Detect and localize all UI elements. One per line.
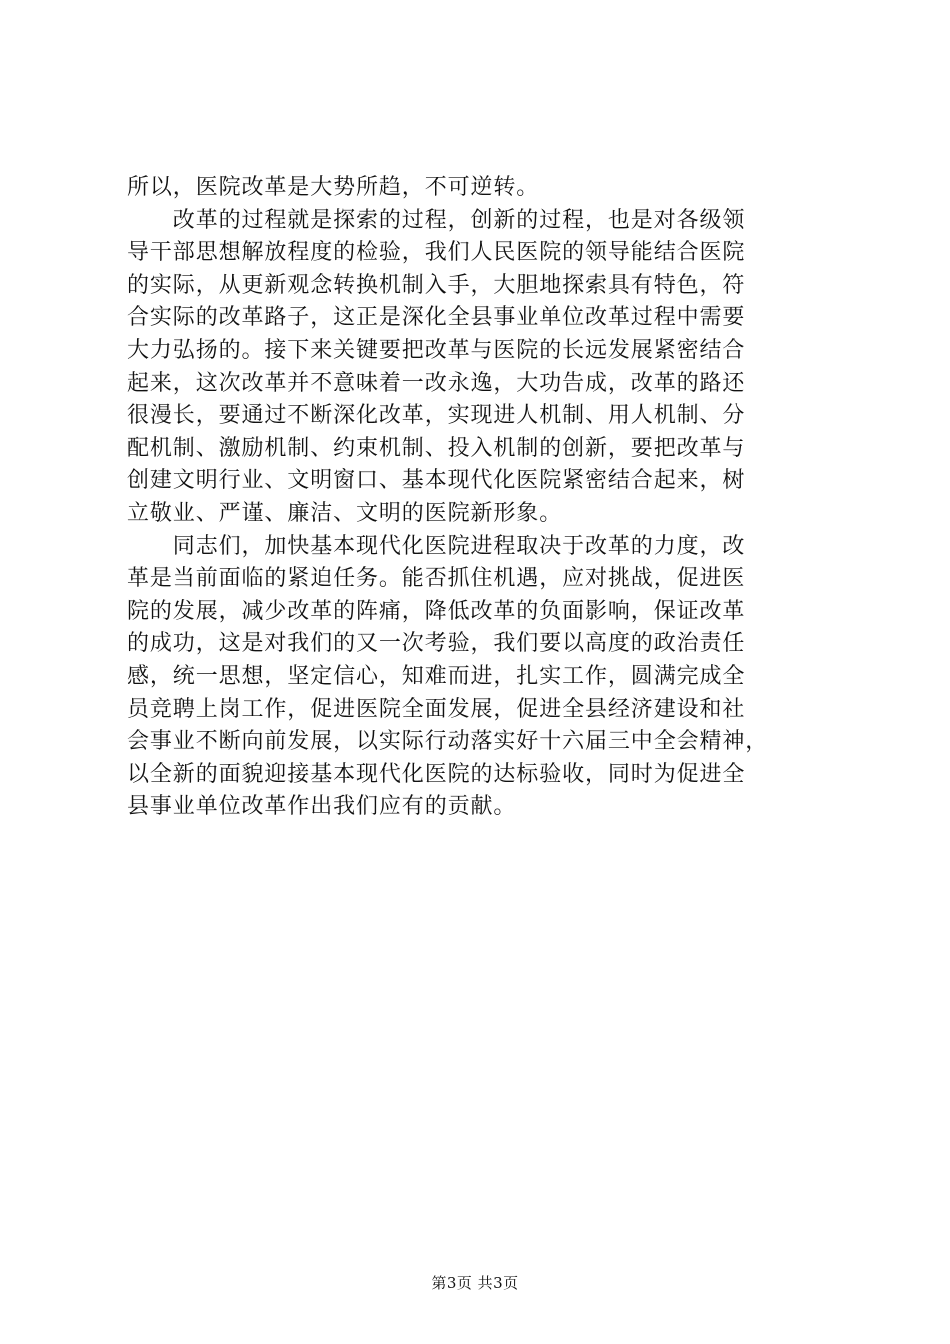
- text-line: 员竞聘上岗工作，促进医院全面发展，促进全县经济建设和社: [127, 696, 746, 722]
- text-line: 革是当前面临的紧迫任务。能否抓住机遇，应对挑战，促进医: [127, 566, 746, 592]
- text-line: 以全新的面貌迎接基本现代化医院的达标验收，同时为促进全: [127, 761, 746, 787]
- text-line: 感，统一思想，坚定信心，知难而进，扎实工作，圆满完成全: [127, 663, 746, 689]
- text-line: 会事业不断向前发展，以实际行动落实好十六届三中全会精神，: [127, 729, 769, 755]
- text-line: 的成功，这是对我们的又一次考验，我们要以高度的政治责任: [127, 631, 746, 657]
- text-line: 导干部思想解放程度的检验，我们人民医院的领导能结合医院: [127, 240, 746, 266]
- page-footer: [0, 1272, 950, 1293]
- text-line: 立敬业、严谨、廉洁、文明的医院新形象。: [127, 500, 563, 526]
- text-line: 院的发展，减少改革的阵痛，降低改革的负面影响，保证改革: [127, 598, 746, 624]
- body-text: [127, 172, 827, 824]
- text-line: 合实际的改革路子，这正是深化全县事业单位改革过程中需要: [127, 305, 746, 331]
- text-line: 的实际，从更新观念转换机制入手，大胆地探索具有特色，符: [127, 272, 746, 298]
- text-line: 起来，这次改革并不意味着一改永逸，大功告成，改革的路还: [127, 370, 746, 396]
- text-line: 县事业单位改革作出我们应有的贡献。: [127, 794, 517, 820]
- text-line: 大力弘扬的。接下来关键要把改革与医院的长远发展紧密结合: [127, 337, 746, 363]
- page-number: 第3页 共3页: [431, 1274, 519, 1292]
- text-line: 改革的过程就是探索的过程，创新的过程，也是对各级领: [127, 207, 746, 233]
- text-line: 所以，医院改革是大势所趋，不可逆转。: [127, 175, 540, 200]
- text-line: 创建文明行业、文明窗口、基本现代化医院紧密结合起来，树: [127, 468, 746, 494]
- text-line: 很漫长，要通过不断深化改革，实现进人机制、用人机制、分: [127, 403, 746, 429]
- text-line: 配机制、激励机制、约束机制、投入机制的创新，要把改革与: [127, 435, 746, 461]
- text-line: 同志们，加快基本现代化医院进程取决于改革的力度，改: [127, 533, 746, 559]
